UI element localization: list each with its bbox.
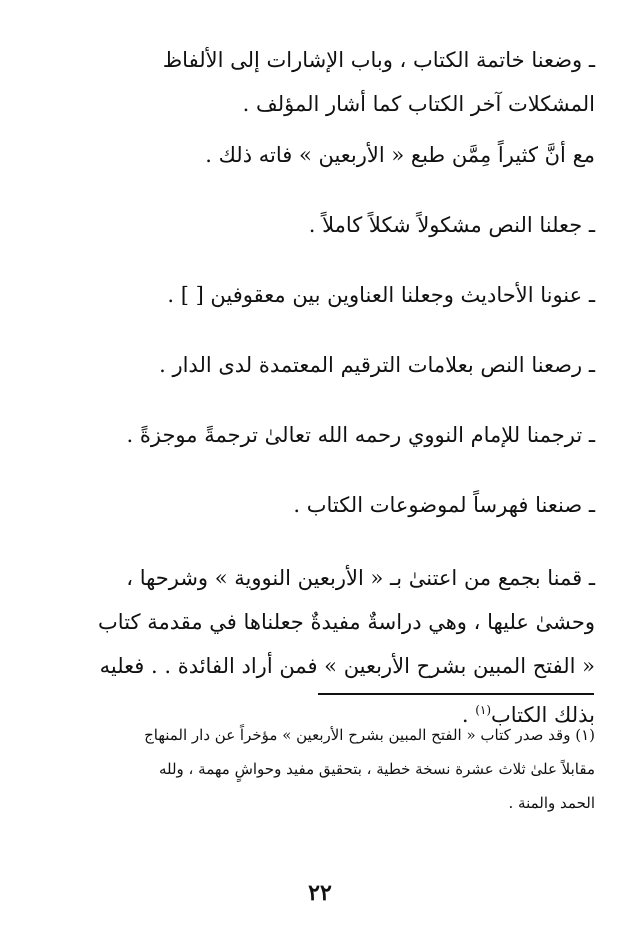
text-line: ـ ترجمنا للإمام النووي رحمه الله تعالىٰ ترجمةً موجزةً . <box>126 423 595 447</box>
paragraph-punctuation <box>35 346 595 384</box>
page-number: ٢٢ <box>308 880 332 906</box>
paragraph-biography <box>35 416 595 454</box>
text-line: ـ عنونا الأحاديث وجعلنا العناوين بين معقوفين [ ] . <box>167 283 595 307</box>
paragraph-vocalization <box>35 206 595 244</box>
footnote-line: مقابلاً علىٰ ثلاث عشرة نسخة خطية ، بتحقيق مفيد وحواشٍ مهمة ، ولله <box>158 760 595 778</box>
footnote-line: (١) وقد صدر كتاب « الفتح المبين بشرح الأربعين » مؤخراً عن دار المنهاج <box>144 726 595 744</box>
text-line: وحشىٰ عليها ، وهي دراسةٌ مفيدةٌ جعلناها في مقدمة كتاب <box>98 610 595 634</box>
paragraph-index <box>35 486 595 524</box>
main-text <box>35 38 595 732</box>
text-line-content: بذلك الكتاب <box>491 703 595 727</box>
paragraph-study <box>35 556 595 732</box>
text-line: ـ وضعنا خاتمة الكتاب ، وباب الإشارات إلى الألفاظ <box>162 48 595 72</box>
text-line: مع أنَّ كثيراً مِمَّن طبع « الأربعين » فاته ذلك . <box>205 143 595 167</box>
text-line: المشكلات آخر الكتاب كما أشار المؤلف . <box>242 92 595 116</box>
footnote-divider <box>318 693 594 695</box>
text-line: ـ جعلنا النص مشكولاً شكلاً كاملاً . <box>308 213 595 237</box>
text-line: ـ صنعنا فهرساً لموضوعات الكتاب . <box>293 493 595 517</box>
paragraph-conclusion <box>35 38 595 126</box>
footnote-reference[interactable]: (١) <box>475 703 492 717</box>
footnote-line: الحمد والمنة . <box>508 794 595 812</box>
paragraph-headings <box>35 276 595 314</box>
text-line: ـ قمنا بجمع من اعتنىٰ بـ « الأربعين النووية » وشرحها ، <box>126 566 595 590</box>
line-ending: . <box>461 703 476 727</box>
text-line: « الفتح المبين بشرح الأربعين » فمن أراد الفائدة . . فعليه <box>99 654 595 678</box>
paragraph-note <box>35 136 595 174</box>
footnote <box>35 718 595 820</box>
text-line: ـ رصعنا النص بعلامات الترقيم المعتمدة لدى الدار . <box>159 353 595 377</box>
